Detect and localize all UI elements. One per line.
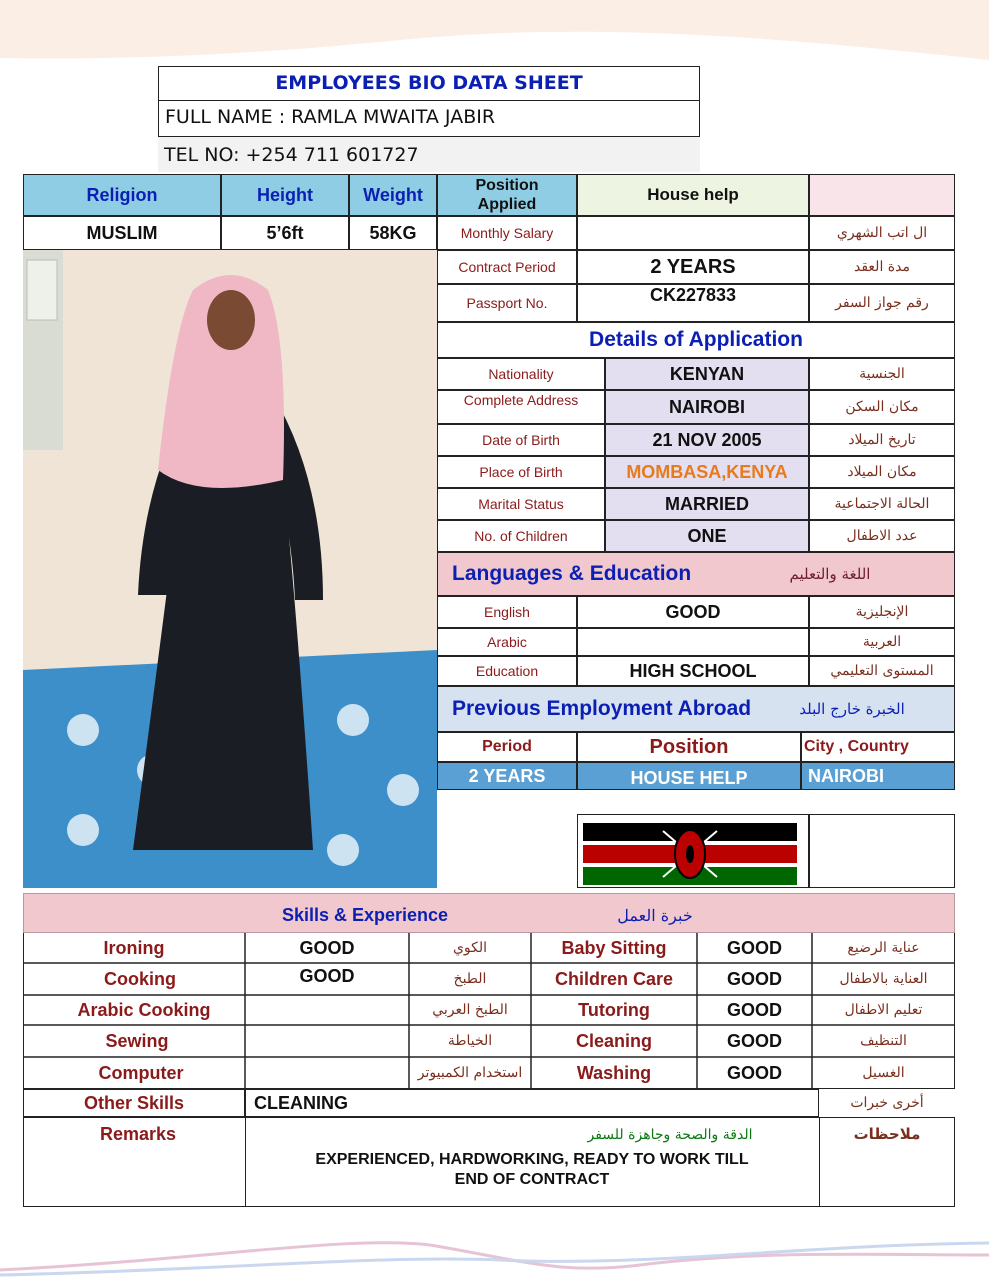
- remarks-arabic-note: الدقة والصحة وجاهزة للسفر: [587, 1127, 753, 1143]
- position-extra: [809, 174, 955, 216]
- skills-heading: Skills & Experience: [281, 904, 449, 925]
- full-name: FULL NAME : RAMLA MWAITA JABIR: [165, 106, 496, 128]
- skill-tutoring-arabic: تعليم الاطفال: [844, 1002, 923, 1018]
- dob-arabic: تاريخ الميلاد: [809, 424, 955, 456]
- skill-cleaning-arabic: التنظيف: [860, 1033, 907, 1049]
- skill-washing-value: GOOD: [726, 1062, 782, 1083]
- marital-label: Marital Status: [437, 488, 605, 520]
- position-value: House help: [577, 174, 809, 216]
- pob-label: Place of Birth: [437, 456, 605, 488]
- skill-sewing-label: Sewing: [105, 1030, 169, 1051]
- tel-number: TEL NO: +254 711 601727: [158, 137, 700, 172]
- skill-sewing-arabic: الخياطة: [447, 1033, 493, 1049]
- skill-ironing-label: Ironing: [103, 937, 165, 958]
- skill-computer-label: Computer: [98, 1062, 184, 1083]
- dob-value: 21 NOV 2005: [605, 424, 809, 456]
- children-value: ONE: [605, 520, 809, 552]
- skills-arabic-heading: خبرة العمل: [617, 905, 693, 925]
- english-value: GOOD: [577, 596, 809, 628]
- other-skills-arabic: أخرى خبرات: [850, 1095, 924, 1111]
- nationality-arabic: الجنسية: [809, 358, 955, 390]
- address-value: NAIROBI: [605, 390, 809, 424]
- remarks-label: Remarks: [99, 1123, 177, 1144]
- education-arabic: المستوى التعليمي: [809, 656, 955, 686]
- passport-value: CK227833: [577, 284, 809, 322]
- other-skills-label: Other Skills: [23, 1089, 245, 1117]
- skill-cooking-label: Cooking: [104, 968, 176, 989]
- skill-arabic-cooking-arabic: الطبخ العربي: [432, 1002, 508, 1018]
- children-label: No. of Children: [437, 520, 605, 552]
- monthly-salary-value: [577, 216, 809, 250]
- arabic-lang-value: [577, 628, 809, 656]
- languages-heading: Languages & Education: [452, 562, 692, 585]
- remarks-arabic-label: ملاحظات: [853, 1125, 921, 1143]
- skill-cooking-value: GOOD: [299, 966, 355, 986]
- weight-label: Weight: [349, 174, 437, 216]
- dob-label: Date of Birth: [437, 424, 605, 456]
- pob-arabic: مكان الميلاد: [809, 456, 955, 488]
- skill-washing-label: Washing: [576, 1062, 652, 1083]
- skill-babysitting-label: Baby Sitting: [561, 937, 667, 958]
- pob-value: MOMBASA,KENYA: [605, 456, 809, 488]
- height-label: Height: [221, 174, 349, 216]
- marital-arabic: الحالة الاجتماعية: [809, 488, 955, 520]
- skill-ironing-value: GOOD: [299, 937, 355, 958]
- height-value: 5’6ft: [221, 216, 349, 250]
- details-heading: Details of Application: [437, 322, 955, 358]
- skills-heading-bar: [23, 893, 955, 933]
- kenya-flag-icon: [583, 823, 797, 885]
- skill-childcare-label: Children Care: [554, 968, 674, 989]
- weight-value: 58KG: [349, 216, 437, 250]
- flag-box-right: [809, 814, 955, 888]
- passport-label: Passport No.: [437, 284, 577, 322]
- address-arabic: مكان السكن: [809, 390, 955, 424]
- top-wave-decoration: [0, 0, 989, 62]
- sheet-title: EMPLOYEES BIO DATA SHEET: [275, 72, 583, 94]
- monthly-salary-arabic: ال اتب الشهري: [809, 216, 955, 250]
- address-label: Complete Address: [437, 390, 605, 424]
- skill-cooking-arabic: الطبخ: [453, 971, 487, 987]
- period-col-label: Period: [437, 732, 577, 762]
- skill-arabic-cooking-label: Arabic Cooking: [77, 999, 211, 1020]
- skills-grid-lines: [23, 933, 955, 1089]
- languages-arabic-heading: اللغة والتعليم: [789, 565, 871, 583]
- education-label: Education: [437, 656, 577, 686]
- other-skills-value: CLEANING: [245, 1089, 819, 1117]
- skill-childcare-arabic: العناية بالاطفال: [839, 971, 928, 987]
- remarks-line-2: END OF CONTRACT: [454, 1171, 610, 1188]
- remarks-line-1: EXPERIENCED, HARDWORKING, READY TO WORK TILL: [315, 1151, 749, 1168]
- english-label: English: [437, 596, 577, 628]
- religion-value: MUSLIM: [23, 216, 221, 250]
- english-arabic: الإنجليزية: [809, 596, 955, 628]
- children-arabic: عدد الاطفال: [809, 520, 955, 552]
- applicant-photo: [23, 250, 437, 888]
- position-label: Position Applied: [437, 174, 577, 216]
- skill-cleaning-value: GOOD: [726, 1030, 782, 1051]
- passport-arabic: رقم جواز السفر: [809, 284, 955, 322]
- contract-period-arabic: مدة العقد: [809, 250, 955, 284]
- education-value: HIGH SCHOOL: [577, 656, 809, 686]
- employment-arabic-heading: الخبرة خارج البلد: [799, 700, 905, 718]
- bottom-wave-decoration: [0, 1215, 989, 1280]
- nationality-label: Nationality: [437, 358, 605, 390]
- arabic-lang-label: Arabic: [437, 628, 577, 656]
- religion-label: Religion: [23, 174, 221, 216]
- skill-ironing-arabic: الكوي: [452, 940, 488, 956]
- city-value: NAIROBI: [801, 762, 955, 790]
- skill-babysitting-arabic: عناية الرضيع: [847, 940, 920, 956]
- city-col-label: City , Country: [801, 732, 955, 762]
- period-value: 2 YEARS: [437, 762, 577, 790]
- contract-period-value: 2 YEARS: [577, 250, 809, 284]
- position-value-employment: HOUSE HELP: [577, 762, 801, 790]
- monthly-salary-label: Monthly Salary: [437, 216, 577, 250]
- nationality-value: KENYAN: [605, 358, 809, 390]
- arabic-lang-arabic: العربية: [809, 628, 955, 656]
- position-col-label: Position: [577, 732, 801, 762]
- skill-tutoring-label: Tutoring: [578, 999, 650, 1020]
- employment-heading: Previous Employment Abroad: [452, 697, 752, 720]
- skill-babysitting-value: GOOD: [726, 937, 782, 958]
- skill-computer-arabic: استخدام الكمبيوتر: [417, 1065, 523, 1081]
- contract-period-label: Contract Period: [437, 250, 577, 284]
- marital-value: MARRIED: [605, 488, 809, 520]
- skill-tutoring-value: GOOD: [726, 999, 782, 1020]
- skill-childcare-value: GOOD: [726, 968, 782, 989]
- skill-cleaning-label: Cleaning: [575, 1030, 652, 1051]
- skill-washing-arabic: الغسيل: [862, 1065, 905, 1081]
